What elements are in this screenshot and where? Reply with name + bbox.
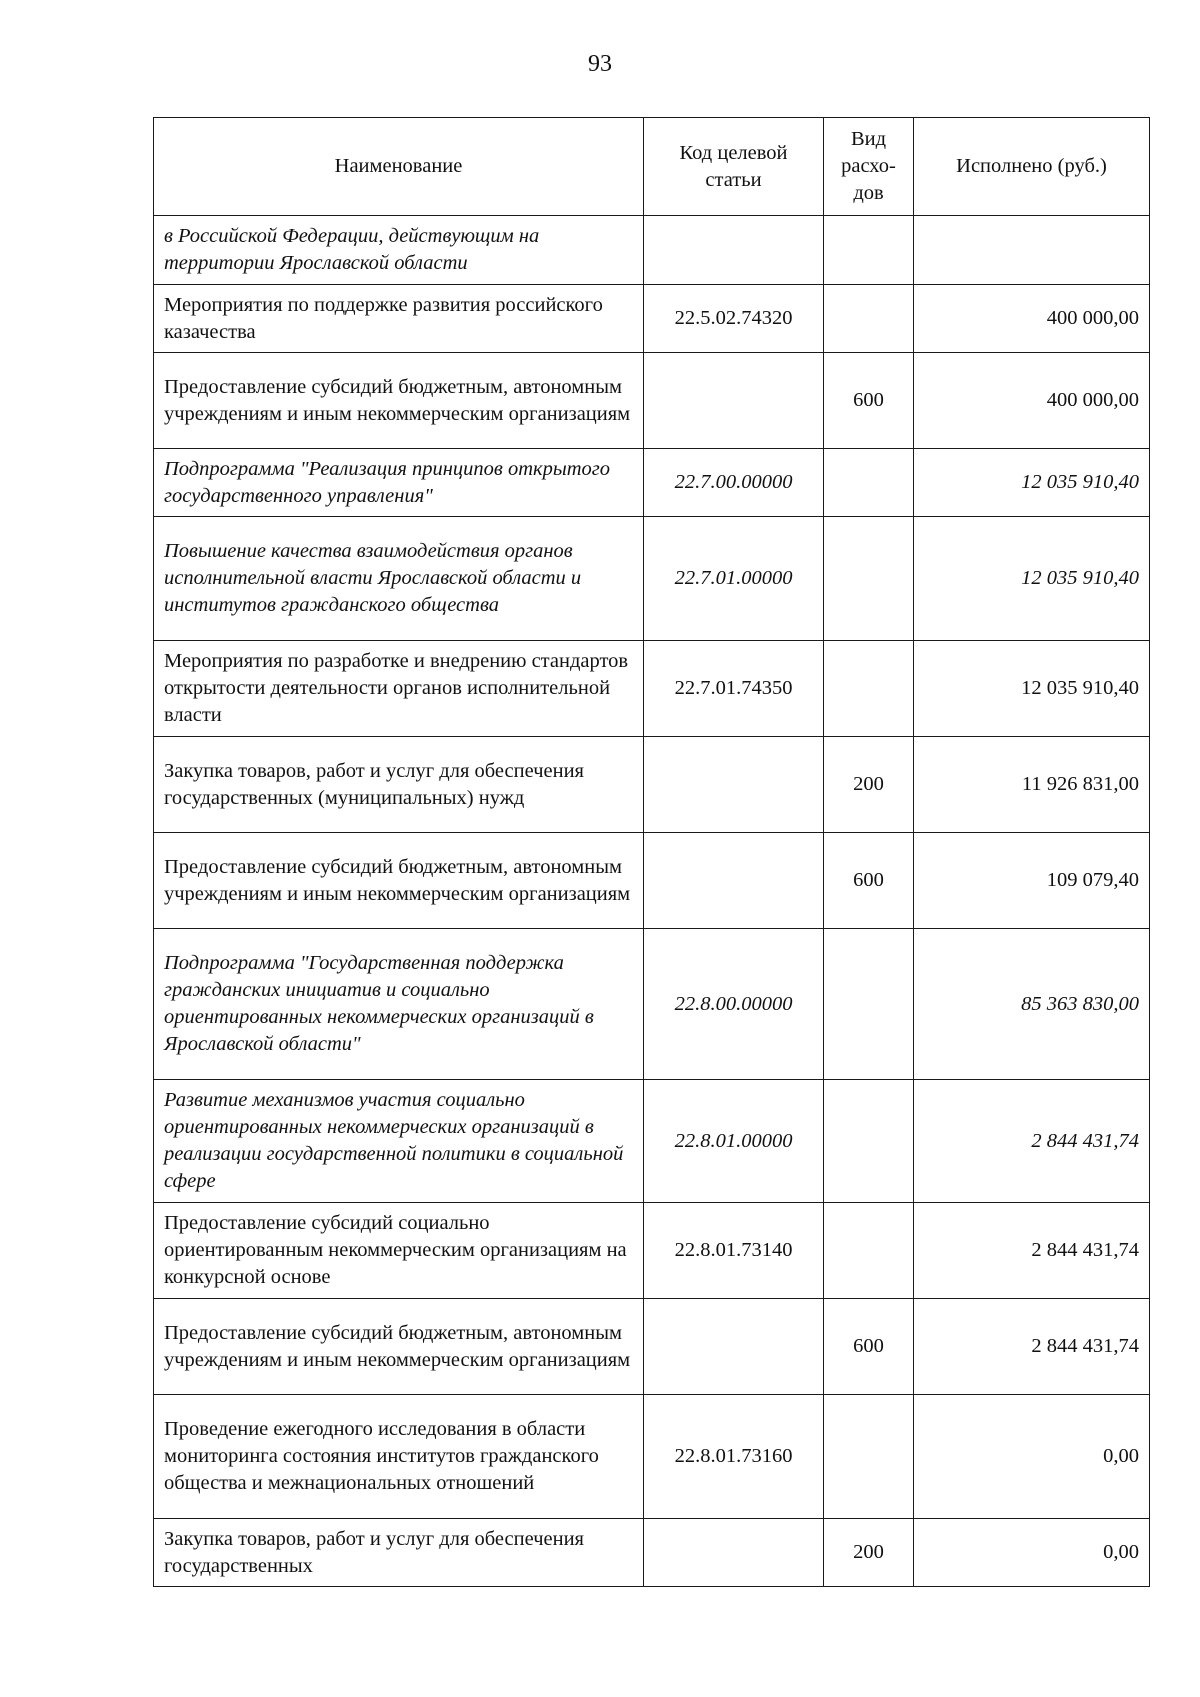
row-code: 22.8.00.00000 <box>644 929 824 1080</box>
table-row <box>154 353 1150 449</box>
row-code <box>644 1519 824 1587</box>
row-name: Развитие механизмов участия социально ориентированных некоммерческих организаций в реализации государственной политики в социальной сфере <box>154 1080 644 1203</box>
row-code <box>644 216 824 285</box>
row-kind: 200 <box>824 1519 914 1587</box>
row-amount: 400 000,00 <box>914 285 1150 353</box>
row-kind <box>824 1203 914 1299</box>
table-row <box>154 517 1150 641</box>
row-name: Закупка товаров, работ и услуг для обеспечения государственных (муниципальных) нужд <box>154 737 644 833</box>
row-amount: 2 844 431,74 <box>914 1299 1150 1395</box>
row-name: Мероприятия по поддержке развития российского казачества <box>154 285 644 353</box>
row-kind: 600 <box>824 833 914 929</box>
table-row <box>154 285 1150 353</box>
table-row <box>154 833 1150 929</box>
table-row <box>154 737 1150 833</box>
row-name: Предоставление субсидий бюджетным, автономным учреждениям и иным некоммерческим организациям <box>154 1299 644 1395</box>
row-code: 22.8.01.73140 <box>644 1203 824 1299</box>
row-amount: 12 035 910,40 <box>914 517 1150 641</box>
row-kind <box>824 216 914 285</box>
header-code: Код целевой статьи <box>644 118 824 216</box>
row-kind <box>824 641 914 737</box>
header-name: Наименование <box>154 118 644 216</box>
row-code <box>644 833 824 929</box>
row-amount: 12 035 910,40 <box>914 449 1150 517</box>
page-number: 93 <box>588 51 612 77</box>
row-kind: 600 <box>824 1299 914 1395</box>
table-row <box>154 1299 1150 1395</box>
row-kind <box>824 449 914 517</box>
row-amount: 0,00 <box>914 1395 1150 1519</box>
row-kind: 200 <box>824 737 914 833</box>
table-row <box>154 1203 1150 1299</box>
row-name: Предоставление субсидий социально ориентированным некоммерческим организациям на конкурсной основе <box>154 1203 644 1299</box>
table-row <box>154 929 1150 1080</box>
header-amount: Исполнено (руб.) <box>914 118 1150 216</box>
row-amount: 11 926 831,00 <box>914 737 1150 833</box>
row-code: 22.7.01.74350 <box>644 641 824 737</box>
row-code: 22.5.02.74320 <box>644 285 824 353</box>
row-amount: 85 363 830,00 <box>914 929 1150 1080</box>
table-header-row <box>154 118 1150 216</box>
row-amount: 109 079,40 <box>914 833 1150 929</box>
row-code <box>644 737 824 833</box>
row-kind <box>824 1395 914 1519</box>
table-row <box>154 641 1150 737</box>
table-row <box>154 1395 1150 1519</box>
header-kind: Вид расхо-дов <box>824 118 914 216</box>
row-amount: 2 844 431,74 <box>914 1080 1150 1203</box>
row-kind: 600 <box>824 353 914 449</box>
row-name: Предоставление субсидий бюджетным, автономным учреждениям и иным некоммерческим организациям <box>154 833 644 929</box>
row-amount <box>914 216 1150 285</box>
table-row <box>154 1519 1150 1587</box>
table-row <box>154 449 1150 517</box>
row-amount: 400 000,00 <box>914 353 1150 449</box>
row-name: Предоставление субсидий бюджетным, автономным учреждениям и иным некоммерческим организациям <box>154 353 644 449</box>
row-kind <box>824 285 914 353</box>
row-name: Подпрограмма "Реализация принципов открытого государственного управления" <box>154 449 644 517</box>
row-name: в Российской Федерации, действующим на территории Ярославской области <box>154 216 644 285</box>
row-code: 22.8.01.00000 <box>644 1080 824 1203</box>
row-kind <box>824 929 914 1080</box>
row-kind <box>824 517 914 641</box>
row-code <box>644 353 824 449</box>
row-amount: 0,00 <box>914 1519 1150 1587</box>
row-code: 22.7.01.00000 <box>644 517 824 641</box>
row-code <box>644 1299 824 1395</box>
row-name: Повышение качества взаимодействия органов исполнительной власти Ярославской области и институтов гражданского общества <box>154 517 644 641</box>
row-name: Мероприятия по разработке и внедрению стандартов открытости деятельности органов исполнительной власти <box>154 641 644 737</box>
budget-table <box>153 117 1150 1587</box>
row-code: 22.7.00.00000 <box>644 449 824 517</box>
row-name: Проведение ежегодного исследования в области мониторинга состояния институтов гражданского общества и межнациональных отношений <box>154 1395 644 1519</box>
table-row <box>154 1080 1150 1203</box>
row-name: Подпрограмма "Государственная поддержка гражданских инициатив и социально ориентированных некоммерческих организаций в Ярославской области" <box>154 929 644 1080</box>
row-amount: 12 035 910,40 <box>914 641 1150 737</box>
row-amount: 2 844 431,74 <box>914 1203 1150 1299</box>
table-row <box>154 216 1150 285</box>
row-name: Закупка товаров, работ и услуг для обеспечения государственных <box>154 1519 644 1587</box>
row-code: 22.8.01.73160 <box>644 1395 824 1519</box>
row-kind <box>824 1080 914 1203</box>
